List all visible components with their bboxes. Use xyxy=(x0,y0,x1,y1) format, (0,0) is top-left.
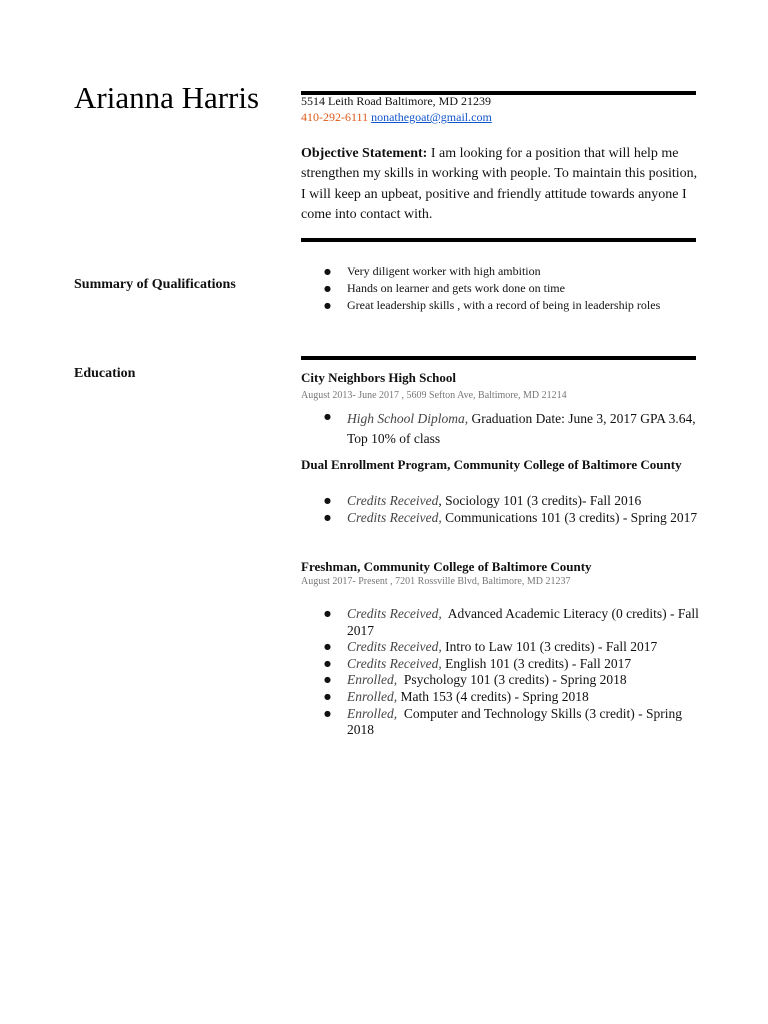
objective-statement xyxy=(301,144,701,226)
education-heading: Education xyxy=(74,366,136,381)
qualifications-list xyxy=(301,263,701,314)
list-item xyxy=(301,656,701,673)
item-text: Graduation Date: June 3, 2017 GPA 3.64, Top 10% of class xyxy=(347,411,696,446)
objective-text: I am looking for a position that will help me strengthen my skills in working with people. To maintain this position, I will keep an upbeat, positive and friendly attitude towards anyone I come into contact with. xyxy=(301,146,698,223)
list-item xyxy=(301,606,701,639)
qualifications-heading: Summary of Qualifications xyxy=(74,277,236,292)
item-text: Communications 101 (3 credits) - Spring 2017 xyxy=(445,509,698,525)
item-label: Enrolled, xyxy=(347,705,398,721)
item-label: Credits Received, xyxy=(347,639,442,655)
candidate-name: Arianna Harris xyxy=(74,80,260,115)
item-text: Computer and Technology Skills (3 credit) - Spring 2018 xyxy=(347,705,683,738)
school-name: City Neighbors High School xyxy=(301,370,456,385)
school-name: Freshman, Community College of Baltimore County xyxy=(301,559,592,574)
phone-number: 410-292-6111 xyxy=(301,110,369,124)
email-link[interactable]: nonathegoat@gmail.com xyxy=(371,110,492,124)
contact-line xyxy=(301,110,492,125)
address: 5514 Leith Road Baltimore, MD 21239 xyxy=(301,94,491,108)
objective-label: Objective Statement: xyxy=(301,146,428,161)
item-label: Credits Received, xyxy=(347,509,442,525)
school-items xyxy=(301,606,701,739)
item-label: Enrolled, xyxy=(347,688,398,704)
list-item xyxy=(301,639,701,656)
item-text: Math 153 (4 credits) - Spring 2018 xyxy=(400,688,589,704)
school-meta: August 2017- Present , 7201 Rossville Blvd, Baltimore, MD 21237 xyxy=(301,576,571,587)
list-item xyxy=(301,409,701,448)
list-item xyxy=(301,493,701,510)
item-text: English 101 (3 credits) - Fall 2017 xyxy=(445,655,632,671)
list-item xyxy=(301,689,701,706)
item-label: Enrolled, xyxy=(347,672,398,688)
item-text: Psychology 101 (3 credits) - Spring 2018 xyxy=(403,672,627,688)
list-item: ● Very diligent worker with high ambition xyxy=(301,263,701,280)
school-items xyxy=(301,409,701,448)
item-text: Advanced Academic Literacy (0 credits) - Fall 2017 xyxy=(347,606,699,638)
item-text: , Sociology 101 (3 credits)- Fall 2016 xyxy=(438,493,642,508)
list-item xyxy=(301,706,701,739)
item-label: Credits Received, xyxy=(347,655,442,671)
item-label: High School Diploma, xyxy=(347,411,469,426)
list-item: ● Hands on learner and gets work done on time xyxy=(301,280,701,297)
list-item: ● Great leadership skills , with a record of being in leadership roles xyxy=(301,297,701,314)
school-meta: August 2013- June 2017 , 5609 Sefton Ave, Baltimore, MD 21214 xyxy=(301,390,567,401)
item-label: Credits Received xyxy=(347,493,439,508)
item-text: Intro to Law 101 (3 credits) - Fall 2017 xyxy=(445,639,658,655)
school-name: Dual Enrollment Program, Community College of Baltimore County xyxy=(301,457,682,472)
objective-rule xyxy=(301,238,696,242)
list-item xyxy=(301,510,701,527)
list-item xyxy=(301,672,701,689)
item-label: Credits Received, xyxy=(347,606,442,621)
school-items xyxy=(301,493,701,526)
education-rule xyxy=(301,356,696,360)
